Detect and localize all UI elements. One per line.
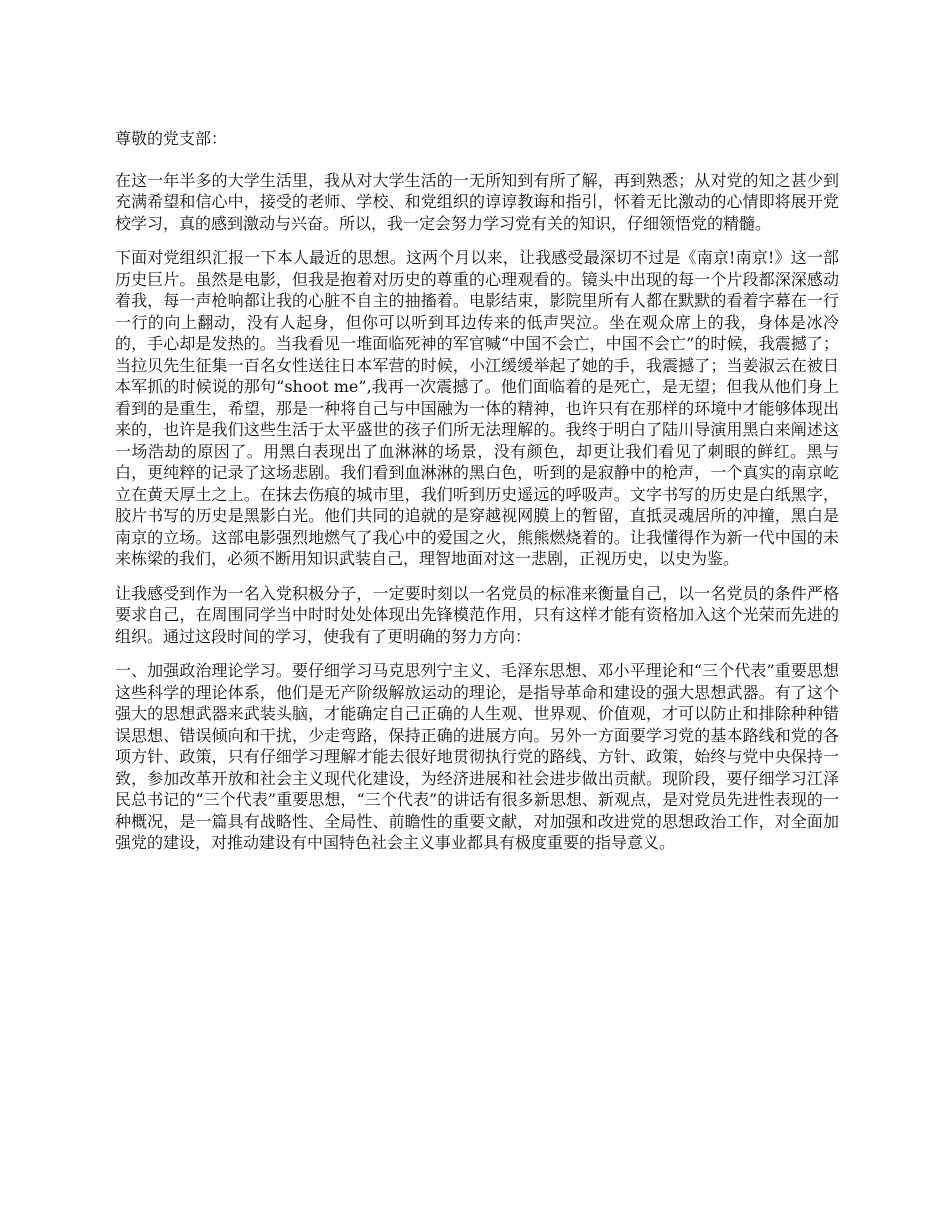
paragraph-3: 让我感受到作为一名入党积极分子，一定要时刻以一名党员的标准来衡量自己，以一名党员的条件严格要求自己，在周围同学当中时时处处体现出先锋模范作用，只有这样才能有资格加入这个光荣而先进的组织。通过这段时间的学习，使我有了更明确的努力方向：: [115, 583, 839, 646]
salutation: 尊敬的党支部：: [115, 129, 228, 148]
paragraph-2: 下面对党组织汇报一下本人最近的思想。这两个月以来，让我感受最深切不过是《南京!南京!》这一部历史巨片。虽然是电影，但我是抱着对历史的尊重的心理观看的。镜头中出现的每一个片段都深深感动着我，每一声枪响都让我的心脏不自主的抽搐着。电影结束，影院里所有人都在默默的看着字幕在一行一行的向上翻动，没有人起身，但你可以听到耳边传来的低声哭泣。坐在观众席上的我，身体是冰冷的，手心却是发热的。当我看见一堆面临死神的军官喊“中国不会亡，中国不会亡”的时候，我震撼了；当拉贝先生征集一百名女性送往日本军营的时候，小江缓缓举起了她的手，我震撼了；当姜淑云在被日本军抓的时候说的那句“shoot me”,我再一次震撼了。他们面临着的是死亡，是无望；但我从他们身上看到的是重生，希望，那是一种将自己与中国融为一体的精神，也许只有在那样的环境中才能够体现出来的，也许是我们这些生活于太平盛世的孩子们所无法理解的。我终于明白了陆川导演用黑白来阐述这一场浩劫的原因了。用黑白表现出了血淋淋的场景，没有颜色，却更让我们看见了刺眼的鲜红。黑与白，更纯粹的记录了这场悲剧。我们看到血淋淋的黑白色，听到的是寂静中的枪声，一个真实的南京屹立在黄天厚土之上。在抹去伤痕的城市里，我们听到历史遥远的呼吸声。文字书写的历史是白纸黑字，胶片书写的历史是黑影白光。他们共同的追就的是穿越视网膜上的暂留，直抵灵魂居所的冲撞，黑白是南京的立场。这部电影强烈地燃气了我心中的爱国之火，熊熊燃烧着的。让我懂得作为新一代中国的未来栋梁的我们，必须不断用知识武装自己，理智地面对这一悲剧，正视历史，以史为鉴。: [115, 248, 839, 568]
document-body: [115, 118, 839, 867]
paragraph-4: 一、加强政治理论学习。要仔细学习马克思列宁主义、毛泽东思想、邓小平理论和“三个代表”重要思想这些科学的理论体系，他们是无产阶级解放运动的理论，是指导革命和建设的强大思想武器。有了这个强大的思想武器来武装头脑，才能确定自己正确的人生观、世界观、价值观，才可以防止和排除种种错误思想、错误倾向和干扰，少走弯路，保持正确的进展方向。另外一方面要学习党的基本路线和党的各项方针、政策，只有仔细学习理解才能去很好地贯彻执行党的路线、方针、政策，始终与党中央保持一致，参加改革开放和社会主义现代化建设，为经济进展和社会进步做出贡献。现阶段，要仔细学习江泽民总书记的“三个代表”重要思想，“三个代表”的讲话有很多新思想、新观点，是对党员先进性表现的一种概况，是一篇具有战略性、全局性、前瞻性的重要文献，对加强和改进党的思想政治工作，对全面加强党的建设，对推动建设有中国特色社会主义事业都具有极度重要的指导意义。: [115, 661, 839, 852]
paragraph-1: 在这一年半多的大学生活里，我从对大学生活的一无所知到有所了解，再到熟悉；从对党的知之甚少到充满希望和信心中，接受的老师、学校、和党组织的谆谆教诲和指引，怀着无比激动的心情即将展开党校学习，真的感到激动与兴奋。所以，我一定会努力学习党有关的知识，仔细领悟党的精髓。: [115, 170, 839, 233]
